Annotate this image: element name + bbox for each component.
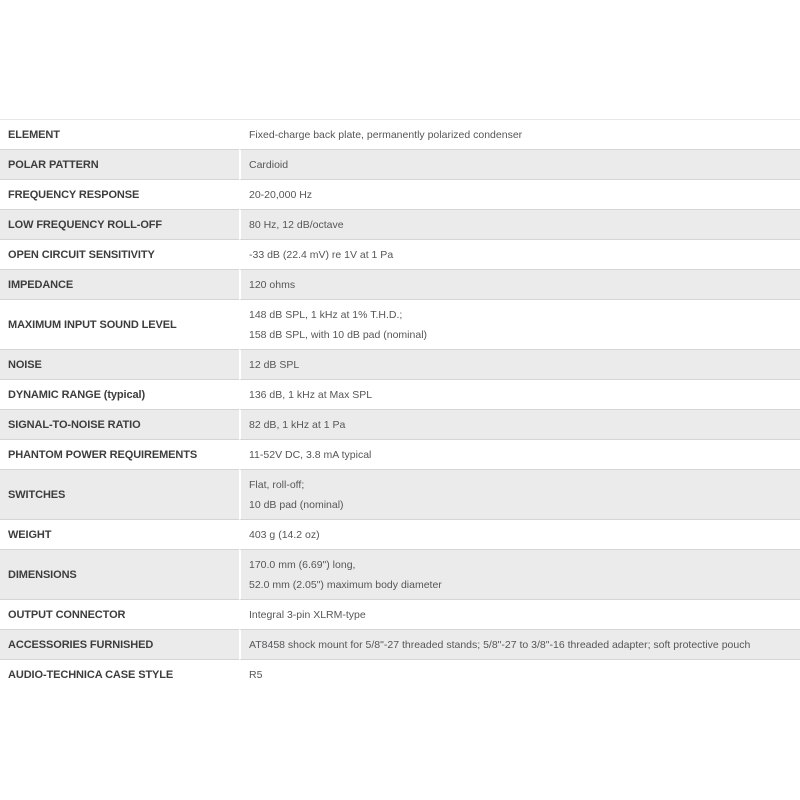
table-row bbox=[0, 629, 800, 659]
spec-value-line: 10 dB pad (nominal) bbox=[249, 498, 344, 511]
spec-value bbox=[239, 519, 800, 549]
spec-label: SIGNAL-TO-NOISE RATIO bbox=[0, 409, 239, 439]
spec-label: PHANTOM POWER REQUIREMENTS bbox=[0, 439, 239, 469]
spec-value bbox=[239, 349, 800, 379]
spec-value bbox=[239, 269, 800, 299]
spec-value-line: R5 bbox=[249, 668, 263, 681]
spec-value-line: 148 dB SPL, 1 kHz at 1% T.H.D.; bbox=[249, 308, 403, 321]
spec-value bbox=[239, 629, 800, 659]
spec-label: NOISE bbox=[0, 349, 239, 379]
table-row bbox=[0, 659, 800, 689]
spec-label: ACCESSORIES FURNISHED bbox=[0, 629, 239, 659]
spec-value-line: 403 g (14.2 oz) bbox=[249, 528, 320, 541]
table-row bbox=[0, 379, 800, 409]
spec-label: POLAR PATTERN bbox=[0, 149, 239, 179]
spec-label: OPEN CIRCUIT SENSITIVITY bbox=[0, 239, 239, 269]
table-row bbox=[0, 179, 800, 209]
spec-value-line: Integral 3-pin XLRM-type bbox=[249, 608, 366, 621]
spec-value-line: 120 ohms bbox=[249, 278, 296, 291]
table-row bbox=[0, 120, 800, 149]
table-row bbox=[0, 409, 800, 439]
table-row bbox=[0, 269, 800, 299]
spec-value bbox=[239, 469, 800, 519]
spec-value-line: 170.0 mm (6.69") long, bbox=[249, 558, 356, 571]
spec-value-line: Flat, roll-off; bbox=[249, 478, 305, 491]
table-row bbox=[0, 299, 800, 349]
specifications-table bbox=[0, 119, 800, 689]
spec-label: MAXIMUM INPUT SOUND LEVEL bbox=[0, 299, 239, 349]
spec-label: FREQUENCY RESPONSE bbox=[0, 179, 239, 209]
spec-label: DIMENSIONS bbox=[0, 549, 239, 599]
spec-value-line: 12 dB SPL bbox=[249, 358, 300, 371]
spec-value bbox=[239, 209, 800, 239]
spec-table-body bbox=[0, 120, 800, 689]
table-row bbox=[0, 549, 800, 599]
spec-value-line: AT8458 shock mount for 5/8"-27 threaded stands; 5/8"-27 to 3/8"-16 threaded adapter; soft protective pouch bbox=[249, 638, 751, 651]
spec-label: OUTPUT CONNECTOR bbox=[0, 599, 239, 629]
spec-label: ELEMENT bbox=[8, 128, 60, 141]
spec-label: WEIGHT bbox=[0, 519, 239, 549]
spec-value bbox=[239, 120, 800, 149]
spec-value-line: 20-20,000 Hz bbox=[249, 188, 313, 201]
spec-value-line: 136 dB, 1 kHz at Max SPL bbox=[249, 388, 373, 401]
spec-value bbox=[239, 439, 800, 469]
spec-value-line: Fixed-charge back plate, permanently polarized condenser bbox=[249, 128, 523, 141]
spec-value bbox=[239, 239, 800, 269]
spec-value-line: 80 Hz, 12 dB/octave bbox=[249, 218, 344, 231]
spec-value bbox=[239, 179, 800, 209]
spec-value-line: 52.0 mm (2.05") maximum body diameter bbox=[249, 578, 442, 591]
table-row bbox=[0, 469, 800, 519]
table-row bbox=[0, 149, 800, 179]
spec-value bbox=[239, 599, 800, 629]
spec-value bbox=[239, 409, 800, 439]
spec-value bbox=[239, 659, 800, 689]
spec-value bbox=[239, 149, 800, 179]
spec-value bbox=[239, 549, 800, 599]
spec-label: SWITCHES bbox=[0, 469, 239, 519]
spec-value bbox=[239, 379, 800, 409]
spec-value bbox=[239, 299, 800, 349]
spec-label: LOW FREQUENCY ROLL-OFF bbox=[0, 209, 239, 239]
table-row bbox=[0, 519, 800, 549]
spec-value-line: Cardioid bbox=[249, 158, 289, 171]
spec-label: DYNAMIC RANGE (typical) bbox=[0, 379, 239, 409]
spec-label: IMPEDANCE bbox=[0, 269, 239, 299]
table-row bbox=[0, 599, 800, 629]
table-row bbox=[0, 349, 800, 379]
table-row bbox=[0, 239, 800, 269]
table-row bbox=[0, 209, 800, 239]
spec-value-line: 11-52V DC, 3.8 mA typical bbox=[249, 448, 372, 461]
spec-label: AUDIO-TECHNICA CASE STYLE bbox=[0, 659, 239, 689]
spec-value-line: -33 dB (22.4 mV) re 1V at 1 Pa bbox=[249, 248, 394, 261]
table-row bbox=[0, 439, 800, 469]
spec-value-line: 158 dB SPL, with 10 dB pad (nominal) bbox=[249, 328, 428, 341]
spec-value-line: 82 dB, 1 kHz at 1 Pa bbox=[249, 418, 346, 431]
